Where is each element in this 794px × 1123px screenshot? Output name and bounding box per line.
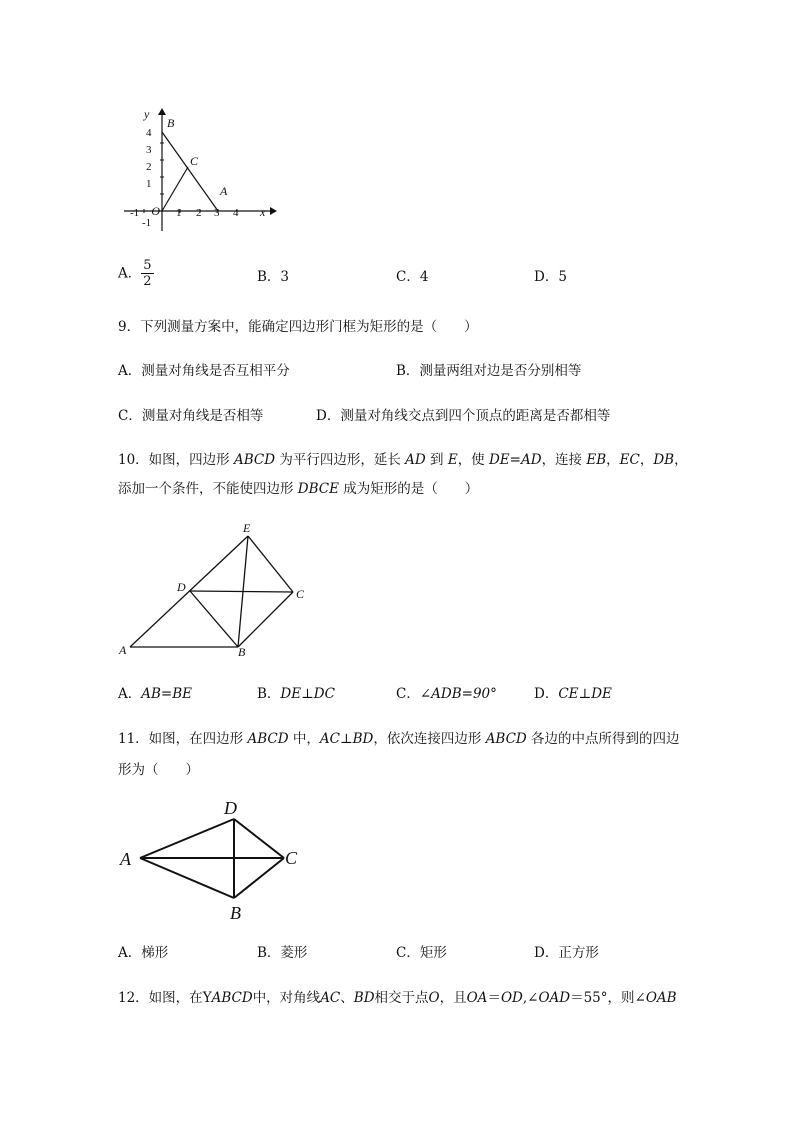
stem-text: 相交于点 [374, 990, 429, 1006]
math-symbol: OAB [645, 990, 677, 1006]
segment-cb [238, 592, 293, 647]
stem-text: 为平行四边形，延长 [275, 452, 406, 468]
point-c-label: C [296, 587, 305, 601]
math-symbol: AC⊥BD [319, 731, 374, 747]
stem-text: 11．如图，在四边形 [118, 731, 248, 747]
q8-option-a[interactable] [118, 258, 154, 289]
q11-option-d[interactable]: D．正方形 [534, 945, 599, 961]
segment-ec [248, 536, 293, 592]
point-c-label: C [190, 154, 199, 168]
q10-option-a[interactable] [118, 684, 192, 704]
q10-option-d[interactable] [534, 684, 612, 704]
math-symbol: BD [353, 990, 375, 1006]
option-label: D． [534, 686, 559, 702]
segment-oc [162, 167, 188, 211]
q11-option-c[interactable]: C．矩形 [396, 945, 447, 961]
q9-option-c[interactable]: C．测量对角线是否相等 [118, 408, 264, 424]
stem-text: 成为矩形的是（ ） [338, 481, 479, 497]
x-tick-label: 4 [233, 207, 239, 219]
q8-option-b[interactable]: B．3 [257, 269, 290, 285]
q8-coordinate-figure [110, 100, 290, 240]
segment-ba [140, 858, 234, 898]
y-tick-label: 2 [146, 161, 152, 173]
stem-text: ， [606, 452, 620, 468]
stem-text: ＝55°，则∠ [570, 990, 646, 1006]
q10-option-c[interactable] [396, 684, 497, 704]
point-c-label: C [285, 848, 298, 868]
fraction-five-halves [141, 258, 153, 289]
origin-label: O [151, 204, 160, 218]
math-symbol: DBCE [297, 481, 339, 497]
q12-stem [118, 988, 677, 1008]
math-symbol: EB [586, 452, 607, 468]
segment-dc [234, 819, 284, 858]
option-label: A． [118, 686, 142, 702]
point-b-label: B [167, 116, 175, 130]
point-a-label: A [119, 643, 127, 657]
stem-text: 中，对角线 [252, 990, 321, 1006]
option-text: CE⊥DE [558, 686, 612, 702]
y-tick-label: -1 [142, 217, 152, 229]
q8-option-d[interactable]: D．5 [534, 269, 567, 285]
y-axis-arrow-icon [158, 108, 166, 115]
stem-text: ,∠ [522, 990, 539, 1006]
stem-text: 、 [340, 990, 354, 1006]
stem-text: 10．如图，四边形 [118, 452, 234, 468]
math-symbol: AC [320, 990, 341, 1006]
stem-text: ， [674, 452, 688, 468]
q11-kite-figure [110, 792, 320, 927]
point-a-label: A [120, 849, 131, 869]
math-symbol: ABCD [247, 731, 289, 747]
y-tick-label: 1 [146, 178, 152, 190]
option-label: A． [118, 265, 142, 282]
x-axis-label: x [260, 205, 266, 219]
point-b-label: B [230, 903, 241, 923]
q11-option-a[interactable]: A．梯形 [118, 945, 169, 961]
math-symbol: ABCD [211, 990, 253, 1006]
point-b-label: B [238, 645, 246, 659]
option-label: C． [396, 686, 420, 702]
x-tick-label: 1 [176, 207, 182, 219]
fraction-denominator: 2 [143, 274, 152, 289]
y-tick-label: 3 [146, 144, 152, 156]
stem-text: ＝ [487, 990, 501, 1006]
q10-option-b[interactable] [257, 684, 335, 704]
stem-text: 添加一个条件，不能使四边形 [118, 481, 298, 497]
math-symbol: O [428, 990, 440, 1006]
q9-stem: 9．下列测量方案中，能确定四边形门框为矩形的是（ ） [118, 319, 478, 335]
stem-text: ， [639, 452, 654, 468]
q10-stem-line1 [118, 450, 688, 470]
stem-text: ，依次连接四边形 [373, 731, 486, 747]
q10-stem-line2 [118, 479, 478, 499]
math-symbol: OD [500, 990, 523, 1006]
x-tick-label: -1 [130, 207, 140, 219]
parallelogram-symbol-icon: Y [202, 990, 212, 1006]
stem-text: ，连接 [541, 452, 587, 468]
stem-text: 各边的中点所得到的四边 [526, 731, 680, 747]
option-label: B． [257, 686, 281, 702]
stem-text: ，使 [457, 452, 489, 468]
option-text: DE⊥DC [280, 686, 335, 702]
math-symbol: DE=AD [488, 452, 542, 468]
segment-cb [234, 858, 284, 898]
math-symbol: DB [653, 452, 675, 468]
y-axis-label: y [144, 107, 150, 121]
x-tick-label: 3 [214, 207, 220, 219]
q11-option-b[interactable]: B．菱形 [257, 945, 308, 961]
q9-option-d[interactable]: D．测量对角线交点到四个顶点的距离是否都相等 [316, 408, 611, 424]
y-tick-label: 4 [146, 127, 152, 139]
q9-option-a[interactable]: A．测量对角线是否互相平分 [118, 363, 290, 379]
segment-ad [140, 819, 234, 858]
option-text: ∠ADB=90° [419, 686, 497, 702]
stem-text: 12．如图，在 [118, 990, 203, 1006]
math-symbol: EC [619, 452, 640, 468]
option-text: AB=BE [141, 686, 193, 702]
math-symbol: OAD [538, 990, 571, 1006]
q11-stem-line2: 形为（ ） [118, 762, 199, 778]
x-axis-arrow-icon [270, 207, 277, 215]
math-symbol: ABCD [233, 452, 276, 468]
segment-dc [190, 591, 293, 592]
point-d-label: D [224, 798, 237, 818]
q11-stem-line1 [118, 729, 680, 749]
fraction-numerator: 5 [143, 258, 152, 273]
q10-parallelogram-figure [110, 518, 320, 663]
point-a-label: A [220, 184, 228, 198]
segment-db [190, 591, 238, 647]
stem-text: 中， [288, 731, 320, 747]
x-tick-label: 2 [196, 207, 202, 219]
point-e-label: E [243, 521, 251, 535]
q8-option-c[interactable]: C．4 [396, 269, 429, 285]
segment-ba [162, 132, 218, 211]
math-symbol: OA [466, 990, 488, 1006]
stem-text: ，且 [439, 990, 467, 1006]
point-d-label: D [177, 580, 186, 594]
math-symbol: E [447, 452, 458, 468]
q9-option-b[interactable]: B．测量两组对边是否分别相等 [396, 363, 582, 379]
math-symbol: AD [405, 452, 426, 468]
math-symbol: ABCD [485, 731, 527, 747]
stem-text: 到 [425, 452, 448, 468]
